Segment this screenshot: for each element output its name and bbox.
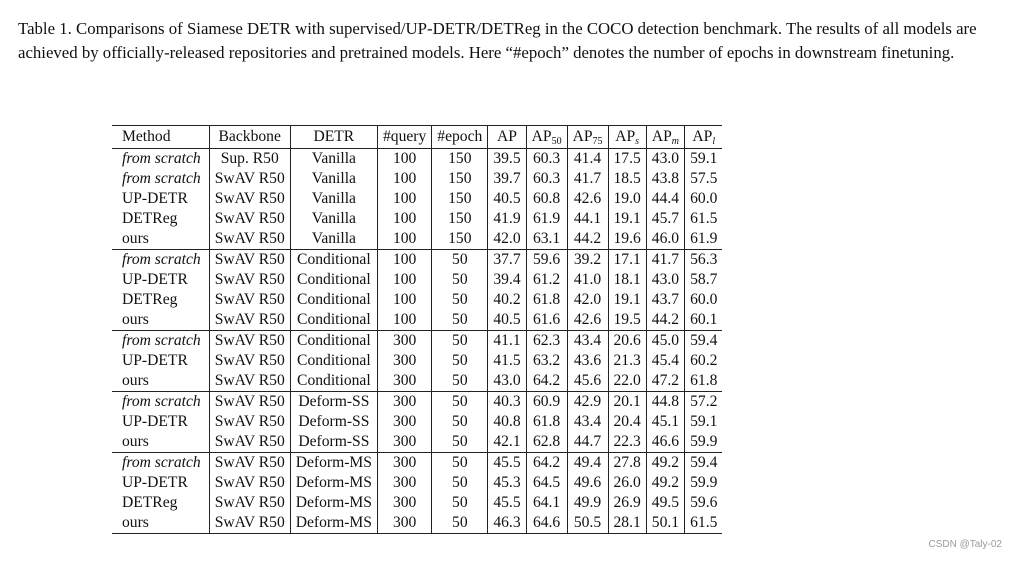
cell-backbone: SwAV R50 xyxy=(209,169,290,189)
cell-query: 300 xyxy=(377,432,431,453)
aps-label: AP xyxy=(615,128,636,145)
cell-backbone: SwAV R50 xyxy=(209,513,290,534)
table-row xyxy=(112,331,722,352)
cell-apl: 60.0 xyxy=(685,189,723,209)
cell-detr: Deform-SS xyxy=(290,432,377,453)
cell-ap50: 61.2 xyxy=(526,270,567,290)
col-header-method: Method xyxy=(112,126,209,149)
cell-ap75: 49.9 xyxy=(567,493,608,513)
cell-ap50: 62.8 xyxy=(526,432,567,453)
table-caption: Table 1. Comparisons of Siamese DETR with supervised/UP-DETR/DETReg in the COCO detection benchmark. The results of all models are achieved by officially-released repositories and pretrained models. Here “#epoch” denotes the number of epochs in downstream finetuning. xyxy=(18,19,977,62)
cell-query: 300 xyxy=(377,351,431,371)
cell-aps: 22.3 xyxy=(608,432,646,453)
cell-backbone: SwAV R50 xyxy=(209,189,290,209)
cell-epoch: 150 xyxy=(432,189,488,209)
cell-backbone: SwAV R50 xyxy=(209,392,290,413)
cell-backbone: SwAV R50 xyxy=(209,432,290,453)
table-row xyxy=(112,169,722,189)
col-header-ap75 xyxy=(567,126,608,149)
cell-apm: 43.0 xyxy=(646,149,684,170)
cell-ap: 42.0 xyxy=(488,229,526,250)
cell-ap: 39.7 xyxy=(488,169,526,189)
cell-method: DETReg xyxy=(122,291,178,308)
cell-query: 100 xyxy=(377,189,431,209)
cell-apm: 49.5 xyxy=(646,493,684,513)
cell-ap: 45.3 xyxy=(488,473,526,493)
cell-ap50: 60.3 xyxy=(526,149,567,170)
aps-sub: s xyxy=(635,136,640,147)
cell-ap: 45.5 xyxy=(488,453,526,474)
cell-backbone: SwAV R50 xyxy=(209,209,290,229)
cell-ap: 40.5 xyxy=(488,310,526,331)
cell-detr: Vanilla xyxy=(290,169,377,189)
cell-ap50: 60.3 xyxy=(526,169,567,189)
cell-epoch: 50 xyxy=(432,250,488,271)
cell-epoch: 50 xyxy=(432,392,488,413)
cell-epoch: 50 xyxy=(432,493,488,513)
cell-query: 300 xyxy=(377,493,431,513)
cell-ap50: 64.6 xyxy=(526,513,567,534)
table-row xyxy=(112,412,722,432)
table-row xyxy=(112,209,722,229)
cell-backbone: SwAV R50 xyxy=(209,473,290,493)
cell-query: 100 xyxy=(377,250,431,271)
cell-detr: Deform-MS xyxy=(290,513,377,534)
table-row xyxy=(112,250,722,271)
cell-method: ours xyxy=(122,372,149,389)
cell-backbone: SwAV R50 xyxy=(209,453,290,474)
cell-ap75: 42.6 xyxy=(567,310,608,331)
cell-method: UP-DETR xyxy=(122,474,188,491)
cell-method: ours xyxy=(122,311,149,328)
table-row xyxy=(112,432,722,453)
cell-detr: Deform-SS xyxy=(290,392,377,413)
apm-sub: m xyxy=(671,136,680,147)
cell-aps: 18.5 xyxy=(608,169,646,189)
cell-ap50: 59.6 xyxy=(526,250,567,271)
cell-ap50: 64.2 xyxy=(526,453,567,474)
cell-apl: 59.1 xyxy=(685,149,723,170)
cell-aps: 22.0 xyxy=(608,371,646,392)
cell-detr: Deform-MS xyxy=(290,473,377,493)
cell-backbone: SwAV R50 xyxy=(209,412,290,432)
cell-query: 300 xyxy=(377,371,431,392)
cell-epoch: 50 xyxy=(432,432,488,453)
table-row xyxy=(112,290,722,310)
cell-aps: 19.5 xyxy=(608,310,646,331)
cell-epoch: 50 xyxy=(432,371,488,392)
cell-query: 300 xyxy=(377,453,431,474)
col-header-aps xyxy=(608,126,646,149)
cell-query: 100 xyxy=(377,229,431,250)
cell-aps: 19.1 xyxy=(608,209,646,229)
cell-method: ours xyxy=(112,513,209,534)
cell-query: 300 xyxy=(377,412,431,432)
cell-backbone: SwAV R50 xyxy=(209,351,290,371)
col-header-ap: AP xyxy=(488,126,526,149)
cell-apl: 60.0 xyxy=(685,290,723,310)
cell-ap: 40.3 xyxy=(488,392,526,413)
cell-ap50: 64.1 xyxy=(526,493,567,513)
cell-backbone: SwAV R50 xyxy=(209,493,290,513)
cell-epoch: 50 xyxy=(432,412,488,432)
cell-apl: 59.4 xyxy=(685,453,723,474)
cell-aps: 18.1 xyxy=(608,270,646,290)
cell-apl: 59.1 xyxy=(685,412,723,432)
cell-apm: 50.1 xyxy=(646,513,684,534)
cell-ap50: 63.1 xyxy=(526,229,567,250)
cell-ap75: 49.6 xyxy=(567,473,608,493)
ap75-sub: 75 xyxy=(592,136,603,147)
cell-ap50: 63.2 xyxy=(526,351,567,371)
cell-apm: 45.4 xyxy=(646,351,684,371)
cell-query: 100 xyxy=(377,169,431,189)
cell-detr: Conditional xyxy=(290,270,377,290)
cell-ap50: 60.8 xyxy=(526,189,567,209)
cell-query: 100 xyxy=(377,209,431,229)
cell-ap: 37.7 xyxy=(488,250,526,271)
cell-method: UP-DETR xyxy=(122,413,188,430)
cell-apl: 61.5 xyxy=(685,209,723,229)
cell-ap50: 61.8 xyxy=(526,412,567,432)
cell-detr: Conditional xyxy=(290,250,377,271)
cell-query: 300 xyxy=(377,473,431,493)
cell-apl: 61.8 xyxy=(685,371,723,392)
cell-method: UP-DETR xyxy=(122,271,188,288)
cell-query: 100 xyxy=(377,310,431,331)
cell-detr: Deform-MS xyxy=(290,453,377,474)
cell-aps: 26.0 xyxy=(608,473,646,493)
cell-method: ours xyxy=(122,433,149,450)
table-row xyxy=(112,270,722,290)
cell-apm: 44.4 xyxy=(646,189,684,209)
cell-apm: 45.1 xyxy=(646,412,684,432)
cell-apm: 44.2 xyxy=(646,310,684,331)
table-row xyxy=(112,371,722,392)
cell-apl: 60.2 xyxy=(685,351,723,371)
cell-ap50: 61.8 xyxy=(526,290,567,310)
cell-method: from scratch xyxy=(122,170,201,187)
cell-detr: Vanilla xyxy=(290,189,377,209)
col-header-backbone: Backbone xyxy=(209,126,290,149)
cell-backbone: SwAV R50 xyxy=(209,229,290,250)
cell-ap50: 61.9 xyxy=(526,209,567,229)
cell-ap75: 42.0 xyxy=(567,290,608,310)
cell-aps: 27.8 xyxy=(608,453,646,474)
apl-label: AP xyxy=(692,128,713,145)
cell-backbone: SwAV R50 xyxy=(209,310,290,331)
cell-ap: 40.8 xyxy=(488,412,526,432)
watermark: CSDN @Taly-02 xyxy=(928,539,1002,550)
cell-apm: 43.7 xyxy=(646,290,684,310)
cell-ap75: 43.6 xyxy=(567,351,608,371)
cell-apl: 59.9 xyxy=(685,473,723,493)
ap50-label: AP xyxy=(531,128,552,145)
cell-apm: 45.7 xyxy=(646,209,684,229)
table-row xyxy=(112,189,722,209)
cell-epoch: 50 xyxy=(432,270,488,290)
cell-backbone: SwAV R50 xyxy=(209,250,290,271)
cell-epoch: 50 xyxy=(432,473,488,493)
cell-ap75: 45.6 xyxy=(567,371,608,392)
cell-apl: 59.9 xyxy=(685,432,723,453)
cell-epoch: 50 xyxy=(432,351,488,371)
cell-ap50: 61.6 xyxy=(526,310,567,331)
cell-ap: 41.1 xyxy=(488,331,526,352)
cell-query: 300 xyxy=(377,392,431,413)
cell-query: 100 xyxy=(377,270,431,290)
cell-aps: 28.1 xyxy=(608,513,646,534)
cell-ap50: 60.9 xyxy=(526,392,567,413)
cell-apm: 41.7 xyxy=(646,250,684,271)
cell-method: from scratch xyxy=(112,250,209,271)
cell-detr: Vanilla xyxy=(290,209,377,229)
table-row xyxy=(112,229,722,250)
cell-method: UP-DETR xyxy=(122,190,188,207)
cell-apm: 46.6 xyxy=(646,432,684,453)
cell-ap: 41.5 xyxy=(488,351,526,371)
cell-aps: 21.3 xyxy=(608,351,646,371)
table-row xyxy=(112,473,722,493)
cell-detr: Conditional xyxy=(290,371,377,392)
cell-epoch: 50 xyxy=(432,331,488,352)
cell-method: from scratch xyxy=(122,150,201,167)
cell-query: 300 xyxy=(377,513,431,534)
cell-detr: Deform-SS xyxy=(290,412,377,432)
table-body xyxy=(112,149,722,534)
cell-apl: 57.5 xyxy=(685,169,723,189)
cell-apl: 60.1 xyxy=(685,310,723,331)
cell-apm: 45.0 xyxy=(646,331,684,352)
cell-ap75: 44.2 xyxy=(567,229,608,250)
header-row xyxy=(112,126,722,149)
cell-epoch: 150 xyxy=(432,209,488,229)
col-header-apm xyxy=(646,126,684,149)
cell-query: 100 xyxy=(377,290,431,310)
cell-backbone: Sup. R50 xyxy=(209,149,290,170)
cell-ap75: 44.7 xyxy=(567,432,608,453)
cell-ap75: 43.4 xyxy=(567,331,608,352)
cell-apm: 43.0 xyxy=(646,270,684,290)
results-table xyxy=(112,125,722,534)
cell-detr: Conditional xyxy=(290,351,377,371)
cell-aps: 20.4 xyxy=(608,412,646,432)
cell-backbone: SwAV R50 xyxy=(209,371,290,392)
cell-apm: 49.2 xyxy=(646,453,684,474)
cell-method: from scratch xyxy=(112,453,209,474)
cell-detr: Conditional xyxy=(290,290,377,310)
cell-apm: 43.8 xyxy=(646,169,684,189)
table-row xyxy=(112,392,722,413)
cell-method: ours xyxy=(122,230,149,247)
cell-aps: 17.5 xyxy=(608,149,646,170)
col-header-detr: DETR xyxy=(290,126,377,149)
cell-apm: 44.8 xyxy=(646,392,684,413)
cell-epoch: 150 xyxy=(432,149,488,170)
cell-ap: 43.0 xyxy=(488,371,526,392)
table-header xyxy=(112,126,722,149)
cell-apl: 57.2 xyxy=(685,392,723,413)
cell-detr: Vanilla xyxy=(290,149,377,170)
cell-backbone: SwAV R50 xyxy=(209,270,290,290)
cell-detr: Conditional xyxy=(290,310,377,331)
cell-apm: 47.2 xyxy=(646,371,684,392)
cell-ap75: 42.6 xyxy=(567,189,608,209)
table-row xyxy=(112,149,722,170)
cell-method: from scratch xyxy=(112,392,209,413)
cell-ap75: 42.9 xyxy=(567,392,608,413)
cell-epoch: 150 xyxy=(432,229,488,250)
cell-apl: 61.5 xyxy=(685,513,723,534)
cell-aps: 19.6 xyxy=(608,229,646,250)
cell-ap: 40.2 xyxy=(488,290,526,310)
cell-ap: 39.4 xyxy=(488,270,526,290)
cell-ap75: 50.5 xyxy=(567,513,608,534)
cell-query: 100 xyxy=(377,149,431,170)
cell-ap75: 49.4 xyxy=(567,453,608,474)
cell-ap75: 43.4 xyxy=(567,412,608,432)
ap50-sub: 50 xyxy=(551,136,562,147)
cell-ap: 42.1 xyxy=(488,432,526,453)
cell-ap75: 39.2 xyxy=(567,250,608,271)
cell-apl: 61.9 xyxy=(685,229,723,250)
cell-ap: 46.3 xyxy=(488,513,526,534)
cell-epoch: 50 xyxy=(432,453,488,474)
table-row xyxy=(112,453,722,474)
cell-query: 300 xyxy=(377,331,431,352)
cell-epoch: 50 xyxy=(432,310,488,331)
cell-apl: 59.4 xyxy=(685,331,723,352)
cell-aps: 19.0 xyxy=(608,189,646,209)
table-row xyxy=(112,493,722,513)
cell-aps: 19.1 xyxy=(608,290,646,310)
cell-method: DETReg xyxy=(122,210,178,227)
cell-apl: 56.3 xyxy=(685,250,723,271)
cell-ap: 45.5 xyxy=(488,493,526,513)
col-header-ap50 xyxy=(526,126,567,149)
cell-epoch: 50 xyxy=(432,290,488,310)
apm-label: AP xyxy=(651,128,672,145)
cell-ap50: 62.3 xyxy=(526,331,567,352)
cell-aps: 20.1 xyxy=(608,392,646,413)
cell-aps: 20.6 xyxy=(608,331,646,352)
col-header-apl xyxy=(685,126,723,149)
ap75-label: AP xyxy=(572,128,593,145)
cell-epoch: 50 xyxy=(432,513,488,534)
cell-method: from scratch xyxy=(112,331,209,352)
cell-method: DETReg xyxy=(122,494,178,511)
cell-ap75: 41.4 xyxy=(567,149,608,170)
cell-apl: 58.7 xyxy=(685,270,723,290)
cell-apl: 59.6 xyxy=(685,493,723,513)
cell-backbone: SwAV R50 xyxy=(209,331,290,352)
cell-detr: Conditional xyxy=(290,331,377,352)
cell-apm: 46.0 xyxy=(646,229,684,250)
cell-ap50: 64.2 xyxy=(526,371,567,392)
cell-ap50: 64.5 xyxy=(526,473,567,493)
apl-sub: l xyxy=(712,136,716,147)
table-row xyxy=(112,513,722,534)
cell-ap: 40.5 xyxy=(488,189,526,209)
cell-ap: 39.5 xyxy=(488,149,526,170)
table-row xyxy=(112,351,722,371)
col-header-epoch: #epoch xyxy=(432,126,488,149)
cell-detr: Deform-MS xyxy=(290,493,377,513)
cell-ap75: 41.0 xyxy=(567,270,608,290)
cell-backbone: SwAV R50 xyxy=(209,290,290,310)
cell-aps: 17.1 xyxy=(608,250,646,271)
col-header-query: #query xyxy=(377,126,431,149)
cell-ap75: 44.1 xyxy=(567,209,608,229)
cell-aps: 26.9 xyxy=(608,493,646,513)
table-row xyxy=(112,310,722,331)
cell-method: UP-DETR xyxy=(122,352,188,369)
cell-apm: 49.2 xyxy=(646,473,684,493)
cell-epoch: 150 xyxy=(432,169,488,189)
cell-ap75: 41.7 xyxy=(567,169,608,189)
cell-ap: 41.9 xyxy=(488,209,526,229)
cell-detr: Vanilla xyxy=(290,229,377,250)
